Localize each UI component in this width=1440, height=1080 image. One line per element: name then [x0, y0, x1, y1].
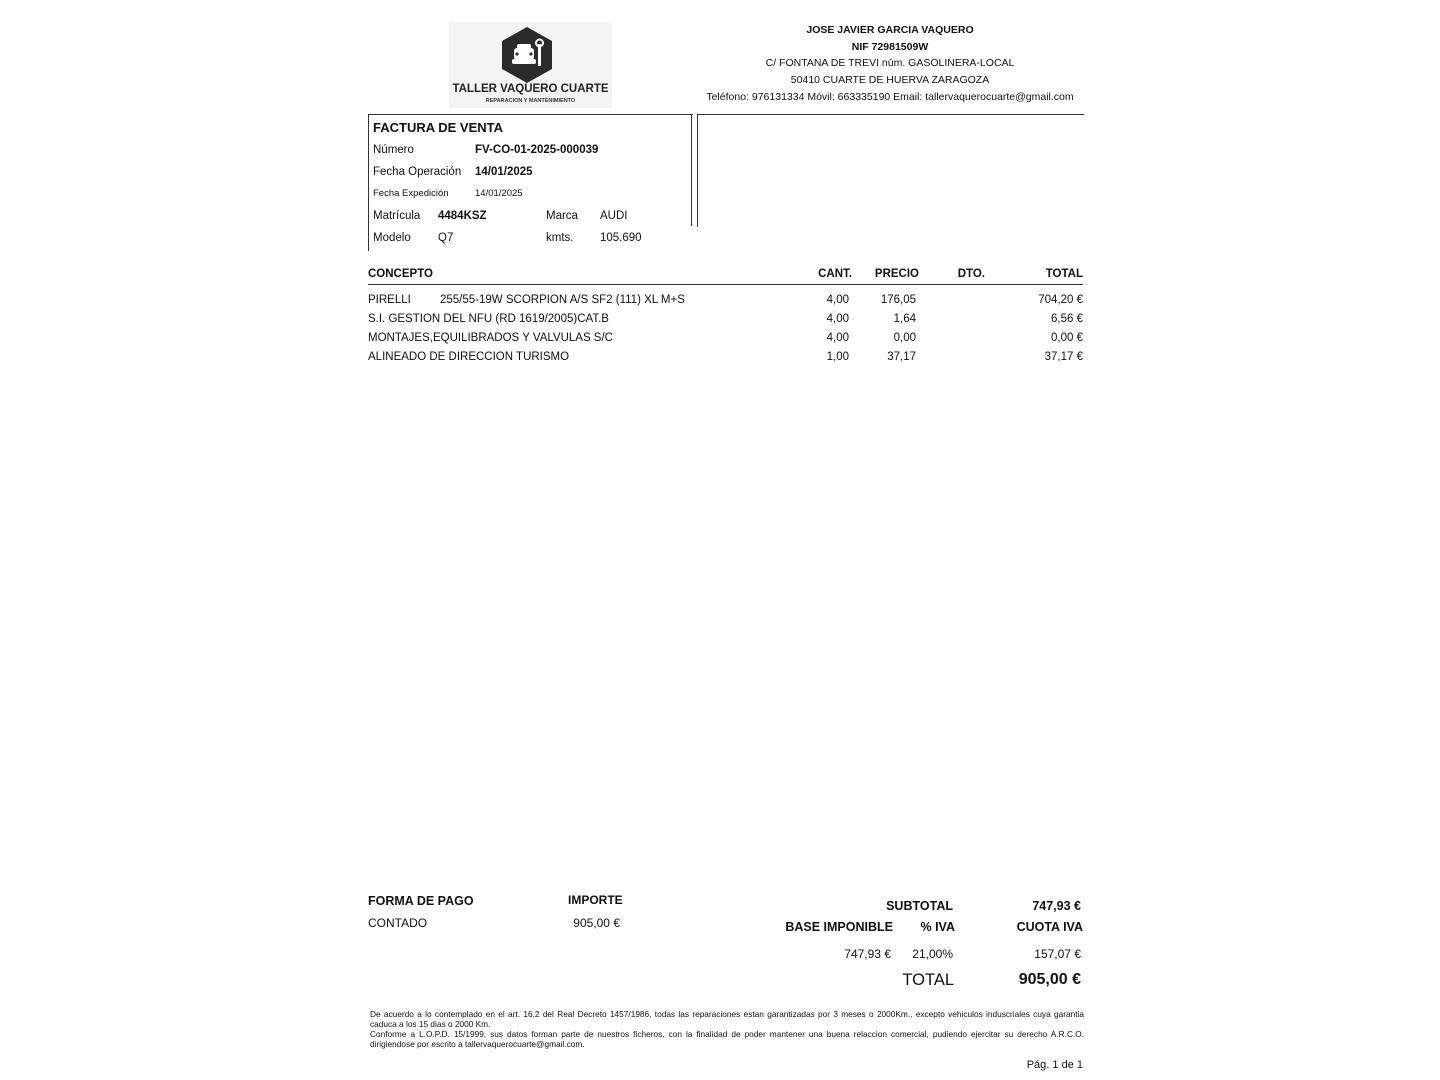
base-imponible-value: 747,93 € — [844, 947, 891, 961]
logo-title: TALLER VAQUERO CUARTE — [452, 83, 609, 95]
row-cant: 4,00 — [826, 332, 849, 344]
company-header — [700, 22, 1080, 106]
fecha-expedicion: 14/01/2025 — [475, 188, 523, 199]
iva-value: 21,00% — [912, 947, 953, 961]
base-imponible-label: BASE IMPONIBLE — [785, 920, 893, 934]
marca-label: Marca — [546, 210, 578, 222]
page-number: Pág. 1 de 1 — [1026, 1059, 1083, 1071]
subtotal-value: 747,93 € — [1032, 899, 1081, 913]
company-contact: Teléfono: 976131334 Móvil: 663335190 Email: tallervaquerocuarte@gmail.com — [706, 90, 1074, 103]
info-box-divider — [691, 114, 692, 226]
row-cant: 1,00 — [826, 351, 849, 363]
logo-subtitle: REPARACION Y MANTENIMIENTO — [485, 98, 576, 104]
forma-pago: CONTADO — [368, 916, 428, 930]
row-concepto: MONTAJES,EQUILIBRADOS Y VALVULAS S/C — [368, 332, 613, 344]
legal-lopd: Conforme a L.O.P.D. 15/1999, sus datos forman parte de nuestros ficheros, con la finalidad de poder mantener una buena relaccion comercial, pudiendo ejercitar su derecho A.R.C.O. dirigiendose por escrito a tallervaquerocuarte@gmail.com. — [370, 1029, 1084, 1049]
th-dto: DTO. — [957, 268, 985, 280]
invoice-number: FV-CO-01-2025-000039 — [475, 144, 599, 156]
th-precio: PRECIO — [874, 268, 919, 280]
company-city: 50410 CUARTE DE HUERVA ZARAGOZA — [790, 74, 990, 87]
row-total: 6,56 € — [1051, 313, 1083, 325]
forma-pago-label: FORMA DE PAGO — [368, 894, 474, 908]
row-total: 37,17 € — [1044, 351, 1083, 363]
th-total: TOTAL — [1045, 268, 1083, 280]
company-name: JOSE JAVIER GARCIA VAQUERO — [806, 24, 974, 36]
legal-notice — [370, 1009, 1084, 1049]
row-concepto: 255/55-19W SCORPION A/S SF2 (111) XL M+S — [440, 294, 685, 306]
cuota-iva-label: CUOTA IVA — [1016, 920, 1083, 934]
subtotal-label: SUBTOTAL — [886, 899, 953, 913]
row-total: 704,20 € — [1038, 294, 1083, 306]
row-precio: 37,17 — [887, 351, 916, 363]
company-nif: NIF 72981509W — [851, 40, 929, 53]
marca: AUDI — [600, 210, 628, 222]
th-concepto: CONCEPTO — [368, 268, 433, 280]
iva-label: % IVA — [920, 920, 955, 934]
table-row — [368, 313, 1083, 331]
client-box — [697, 114, 1084, 227]
table-row — [368, 294, 1083, 312]
modelo-label: Modelo — [373, 232, 411, 244]
company-address: C/ FONTANA DE TREVI núm. GASOLINERA-LOCAL — [765, 57, 1015, 70]
car-wrench-icon — [501, 26, 553, 84]
table-header-rule — [368, 284, 1083, 285]
kmts: 105.690 — [600, 232, 642, 244]
invoice-title: FACTURA DE VENTA — [373, 120, 503, 135]
row-brand: PIRELLI — [368, 294, 411, 306]
modelo: Q7 — [438, 232, 454, 244]
fecha-expedicion-label: Fecha Expedición — [373, 188, 449, 199]
importe: 905,00 € — [573, 916, 620, 930]
numero-label: Número — [373, 144, 414, 156]
fecha-operacion: 14/01/2025 — [475, 166, 533, 178]
kmts-label: kmts. — [546, 232, 574, 244]
row-cant: 4,00 — [826, 313, 849, 325]
matricula: 4484KSZ — [438, 210, 487, 222]
row-precio: 0,00 — [893, 332, 916, 344]
fecha-operacion-label: Fecha Operación — [373, 166, 462, 178]
matricula-label: Matrícula — [373, 210, 421, 222]
row-precio: 176,05 — [880, 294, 916, 306]
company-logo — [449, 22, 612, 108]
th-cant: CANT. — [818, 268, 852, 280]
row-concepto: ALINEADO DE DIRECCION TURISMO — [368, 351, 570, 363]
row-total: 0,00 € — [1051, 332, 1083, 344]
total-value: 905,00 € — [1018, 971, 1081, 988]
table-row — [368, 332, 1083, 350]
legal-warranty: De acuerdo a lo contemplado en el art. 16.2 del Real Decreto 1457/1986, todas las reparaciones estan garantizadas por 3 meses o 2000Km., excepto vehiculos induscriales cuya garantia caduca a los 15 dias o 2000 Km. — [370, 1009, 1084, 1029]
total-label: TOTAL — [902, 971, 954, 989]
importe-label: IMPORTE — [568, 893, 623, 907]
row-cant: 4,00 — [826, 294, 849, 306]
table-row — [368, 351, 1083, 369]
row-precio: 1,64 — [893, 313, 916, 325]
cuota-iva-value: 157,07 € — [1034, 947, 1081, 961]
row-concepto: S.I. GESTION DEL NFU (RD 1619/2005)CAT.B — [368, 313, 609, 325]
